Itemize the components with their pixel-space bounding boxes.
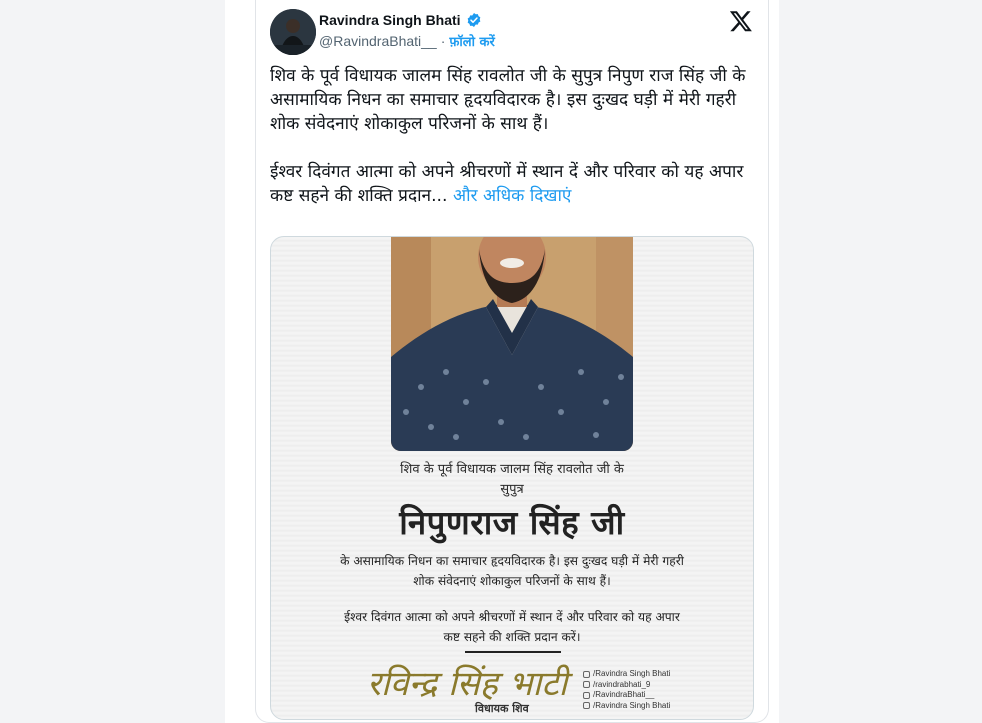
tweet-paragraph-1: शिव के पूर्व विधायक जालम सिंह रावलोत जी के सुपुत्र निपुण राज सिंह जी के असामायिक निधन का समाचार हृदयविदारक है। इस दुःखद घड़ी में मेरी गहरी शोक संवेदनाएं शोकाकुल परिजनों के साथ हैं। [270,66,746,134]
verified-badge-icon [466,12,482,28]
instagram-icon [583,681,590,688]
poster-subtitle: शिव के पूर्व विधायक जालम सिंह रावलोत जी के [400,462,624,477]
portrait-photo [391,237,633,451]
tweet-text [270,64,758,208]
author-handle-row [319,32,495,50]
social-youtube-text: /Ravindra Singh Bhati [593,700,671,710]
signature: रविन्द्र सिंह भाटी [367,664,568,704]
avatar[interactable] [270,9,316,55]
social-x [583,690,670,701]
poster-paragraph-1-line-1: के असामायिक निधन का समाचार हृदयविदारक है। इस दुःखद घड़ी में मेरी गहरी [340,554,684,568]
social-facebook [583,669,670,680]
social-facebook-text: /Ravindra Singh Bhati [593,669,671,678]
social-handles [583,669,670,711]
social-instagram-text: /ravindrabhati_9 [593,679,651,689]
poster-paragraph-1 [271,551,753,591]
poster-divider [465,651,561,653]
poster-headline: निपुणराज सिंह जी [399,503,625,542]
show-more-link[interactable]: और अधिक दिखाएं [452,186,572,206]
social-x-text: /RavindraBhati__ [593,690,655,699]
poster-paragraph-1-line-2: शोक संवेदनाएं शोकाकुल परिजनों के साथ हैं। [413,574,611,588]
left-margin [0,0,225,723]
follow-button[interactable]: फ़ॉलो करें [449,35,495,50]
social-youtube [583,701,670,712]
x-logo-icon[interactable] [729,9,753,33]
tweet-paragraph-2 [270,160,758,208]
author-name[interactable]: Ravindra Singh Bhati [319,12,461,28]
social-instagram [583,680,670,691]
author-name-row[interactable] [319,12,482,28]
poster-paragraph-2-line-1: ईश्वर दिवंगत आत्मा को अपने श्रीचरणों में स्थान दें और परिवार को यह अपार [344,610,680,624]
tweet-paragraph-2-text: ईश्वर दिवंगत आत्मा को अपने श्रीचरणों में स्थान दें और परिवार को यह अपार कष्ट सहने की शक्ति प्रदान... [270,162,744,206]
separator-dot: · [440,33,446,49]
signature-title: विधायक शिव [475,702,529,715]
poster-paragraph-2 [271,607,753,647]
poster-relation: सुपुत्र [500,482,524,497]
embedded-tweet-card[interactable] [255,0,769,723]
right-margin [779,0,982,723]
facebook-icon [583,671,590,678]
youtube-icon [583,702,590,709]
poster-paragraph-2-line-2: कष्ट सहने की शक्ति प्रदान करें। [443,630,581,644]
x-icon [583,692,590,699]
author-handle[interactable]: @RavindraBhati__ [319,33,437,49]
tweet-media-image[interactable] [270,236,754,720]
